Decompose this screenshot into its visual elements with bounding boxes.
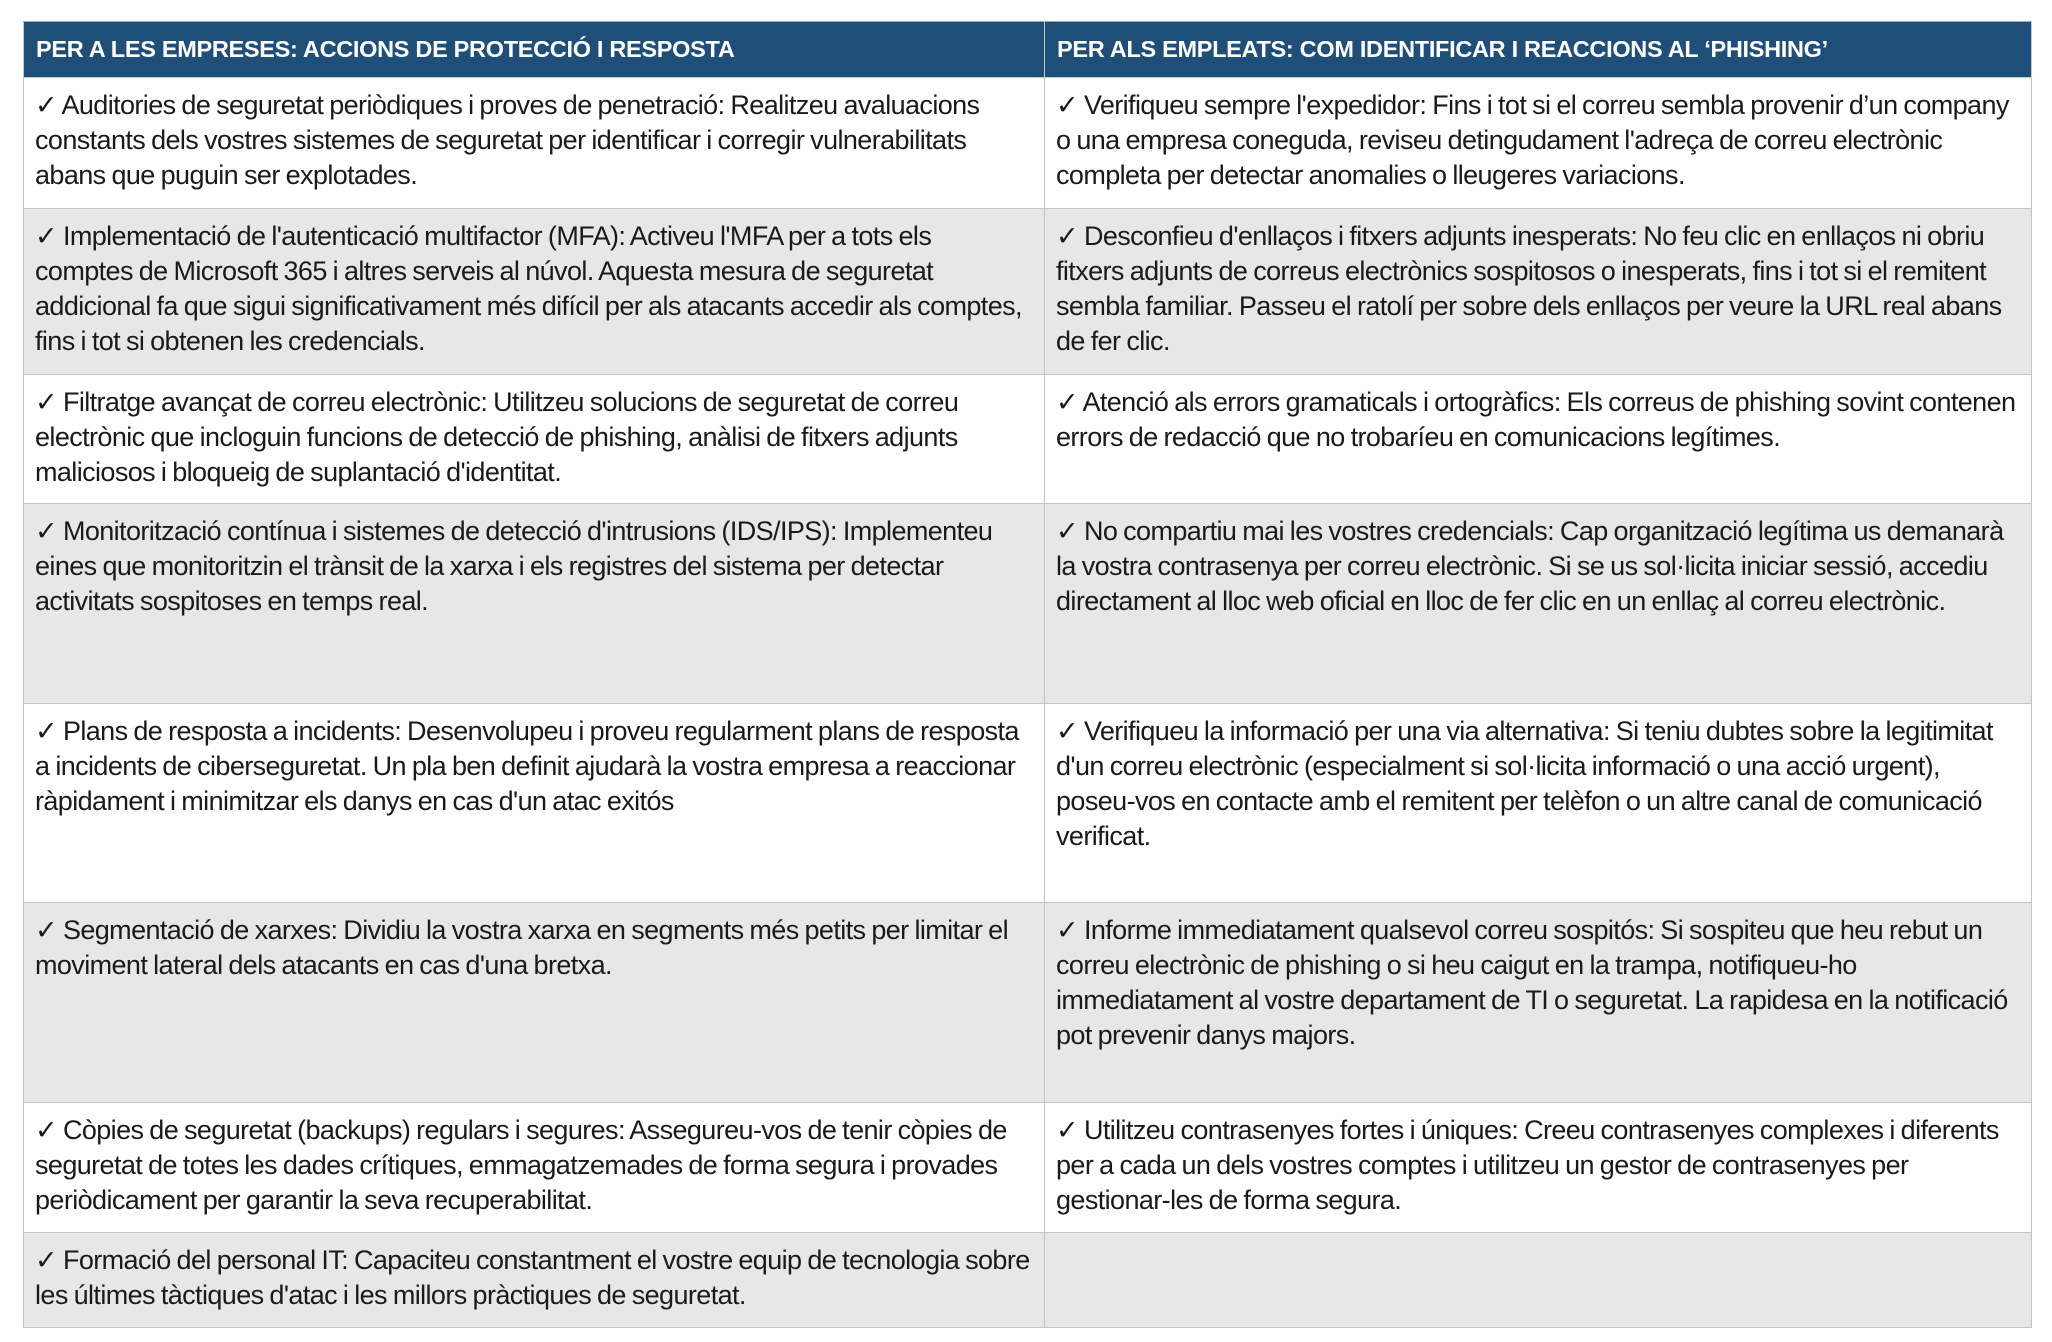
- companies-cell: [24, 504, 1045, 704]
- table-row: [24, 903, 2032, 1103]
- employees-cell: [1045, 704, 2032, 903]
- table-row: [24, 78, 2032, 209]
- check-icon: ✓: [35, 221, 58, 251]
- companies-cell: [24, 78, 1045, 209]
- cell-text: Segmentació de xarxes: Dividiu la vostra xarxa en segments més petits per limitar el moviment lateral dels atacants en cas d'una bretxa.: [35, 915, 1008, 980]
- employees-cell: [1045, 78, 2032, 209]
- check-icon: ✓: [1056, 90, 1079, 120]
- header-employees: PER ALS EMPLEATS: COM IDENTIFICAR I REACCIONS AL ‘PHISHING’: [1045, 22, 2032, 78]
- table-row: [24, 704, 2032, 903]
- employees-cell: [1045, 504, 2032, 704]
- table-row: [24, 375, 2032, 504]
- table-header-row: [24, 22, 2032, 78]
- cell-text: Auditories de seguretat periòdiques i proves de penetració: Realitzeu avaluacions constants dels vostres sistemes de seguretat per identificar i corregir vulnerabilitats abans que puguin ser explotades.: [35, 90, 980, 190]
- companies-cell: [24, 1233, 1045, 1328]
- check-icon: ✓: [1056, 387, 1079, 417]
- cell-text: Plans de resposta a incidents: Desenvolupeu i proveu regularment plans de resposta a incidents de ciberseguretat. Un pla ben definit ajudarà la vostra empresa a reaccionar ràpidament i minimitzar els danys en cas d'un atac exitós: [35, 716, 1019, 816]
- check-icon: ✓: [1056, 716, 1079, 746]
- check-icon: ✓: [35, 716, 58, 746]
- companies-cell: [24, 375, 1045, 504]
- table-row: [24, 209, 2032, 375]
- employees-cell: [1045, 375, 2032, 504]
- companies-cell: [24, 209, 1045, 375]
- cell-text: Còpies de seguretat (backups) regulars i segures: Assegureu-vos de tenir còpies de seguretat de totes les dades crítiques, emmagatzemades de forma segura i provades periòdicament per garantir la seva recuperabilitat.: [35, 1115, 1007, 1215]
- employees-cell: [1045, 903, 2032, 1103]
- check-icon: ✓: [35, 1245, 58, 1275]
- check-icon: ✓: [35, 516, 58, 546]
- table-row: [24, 1233, 2032, 1328]
- cell-text: Informe immediatament qualsevol correu sospitós: Si sospiteu que heu rebut un correu electrònic de phishing o si heu caigut en la trampa, notifiqueu-ho immediatament al vostre departament de TI o seguretat. La rapidesa en la notificació pot prevenir danys majors.: [1056, 915, 2008, 1050]
- check-icon: ✓: [1056, 516, 1079, 546]
- security-recommendations-table: [23, 21, 2032, 1328]
- check-icon: ✓: [35, 1115, 58, 1145]
- companies-cell: [24, 704, 1045, 903]
- cell-text: Formació del personal IT: Capaciteu constantment el vostre equip de tecnologia sobre les últimes tàctiques d'atac i les millors pràctiques de seguretat.: [35, 1245, 1030, 1310]
- table-row: [24, 504, 2032, 704]
- table-row: [24, 1103, 2032, 1233]
- cell-text: Desconfieu d'enllaços i fitxers adjunts inesperats: No feu clic en enllaços ni obriu fitxers adjunts de correus electrònics sospitosos o inesperats, fins i tot si el remitent sembla familiar. Passeu el ratolí per sobre dels enllaços per veure la URL real abans de fer clic.: [1056, 221, 2002, 356]
- companies-cell: [24, 1103, 1045, 1233]
- check-icon: ✓: [1056, 915, 1079, 945]
- check-icon: ✓: [35, 387, 58, 417]
- check-icon: ✓: [35, 90, 58, 120]
- cell-text: Atenció als errors gramaticals i ortogràfics: Els correus de phishing sovint contenen errors de redacció que no trobaríeu en comunicacions legítimes.: [1056, 387, 2016, 452]
- employees-cell: [1045, 1103, 2032, 1233]
- cell-text: Verifiqueu sempre l'expedidor: Fins i tot si el correu sembla provenir d’un company o una empresa coneguda, reviseu detingudament l'adreça de correu electrònic completa per detectar anomalies o lleugeres variacions.: [1056, 90, 2009, 190]
- header-companies: PER A LES EMPRESES: ACCIONS DE PROTECCIÓ I RESPOSTA: [24, 22, 1045, 78]
- cell-text: Utilitzeu contrasenyes fortes i úniques: Creeu contrasenyes complexes i diferents per a cada un dels vostres comptes i utilitzeu un gestor de contrasenyes per gestionar-les de forma segura.: [1056, 1115, 1999, 1215]
- cell-text: Monitorització contínua i sistemes de detecció d'intrusions (IDS/IPS): Implementeu eines que monitoritzin el trànsit de la xarxa i els registres del sistema per detectar activitats sospitoses en temps real.: [35, 516, 993, 616]
- employees-cell: [1045, 209, 2032, 375]
- employees-cell-empty: [1045, 1233, 2032, 1328]
- cell-text: Implementació de l'autenticació multifactor (MFA): Activeu l'MFA per a tots els comptes de Microsoft 365 i altres serveis al núvol. Aquesta mesura de seguretat addicional fa que sigui significativament més difícil per als atacants accedir als comptes, fins i tot si obtenen les credencials.: [35, 221, 1022, 356]
- check-icon: ✓: [1056, 221, 1079, 251]
- cell-text: No compartiu mai les vostres credencials: Cap organització legítima us demanarà la vostra contrasenya per correu electrònic. Si se us sol·licita iniciar sessió, accediu directament al lloc web oficial en lloc de fer clic en un enllaç al correu electrònic.: [1056, 516, 2004, 616]
- cell-text: Verifiqueu la informació per una via alternativa: Si teniu dubtes sobre la legitimitat d'un correu electrònic (especialment si sol·licita informació o una acció urgent), poseu-vos en contacte amb el remitent per telèfon o un altre canal de comunicació verificat.: [1056, 716, 1993, 851]
- companies-cell: [24, 903, 1045, 1103]
- cell-text: Filtratge avançat de correu electrònic: Utilitzeu solucions de seguretat de correu electrònic que incloguin funcions de detecció de phishing, anàlisi de fitxers adjunts maliciosos i bloqueig de suplantació d'identitat.: [35, 387, 959, 487]
- check-icon: ✓: [1056, 1115, 1079, 1145]
- check-icon: ✓: [35, 915, 58, 945]
